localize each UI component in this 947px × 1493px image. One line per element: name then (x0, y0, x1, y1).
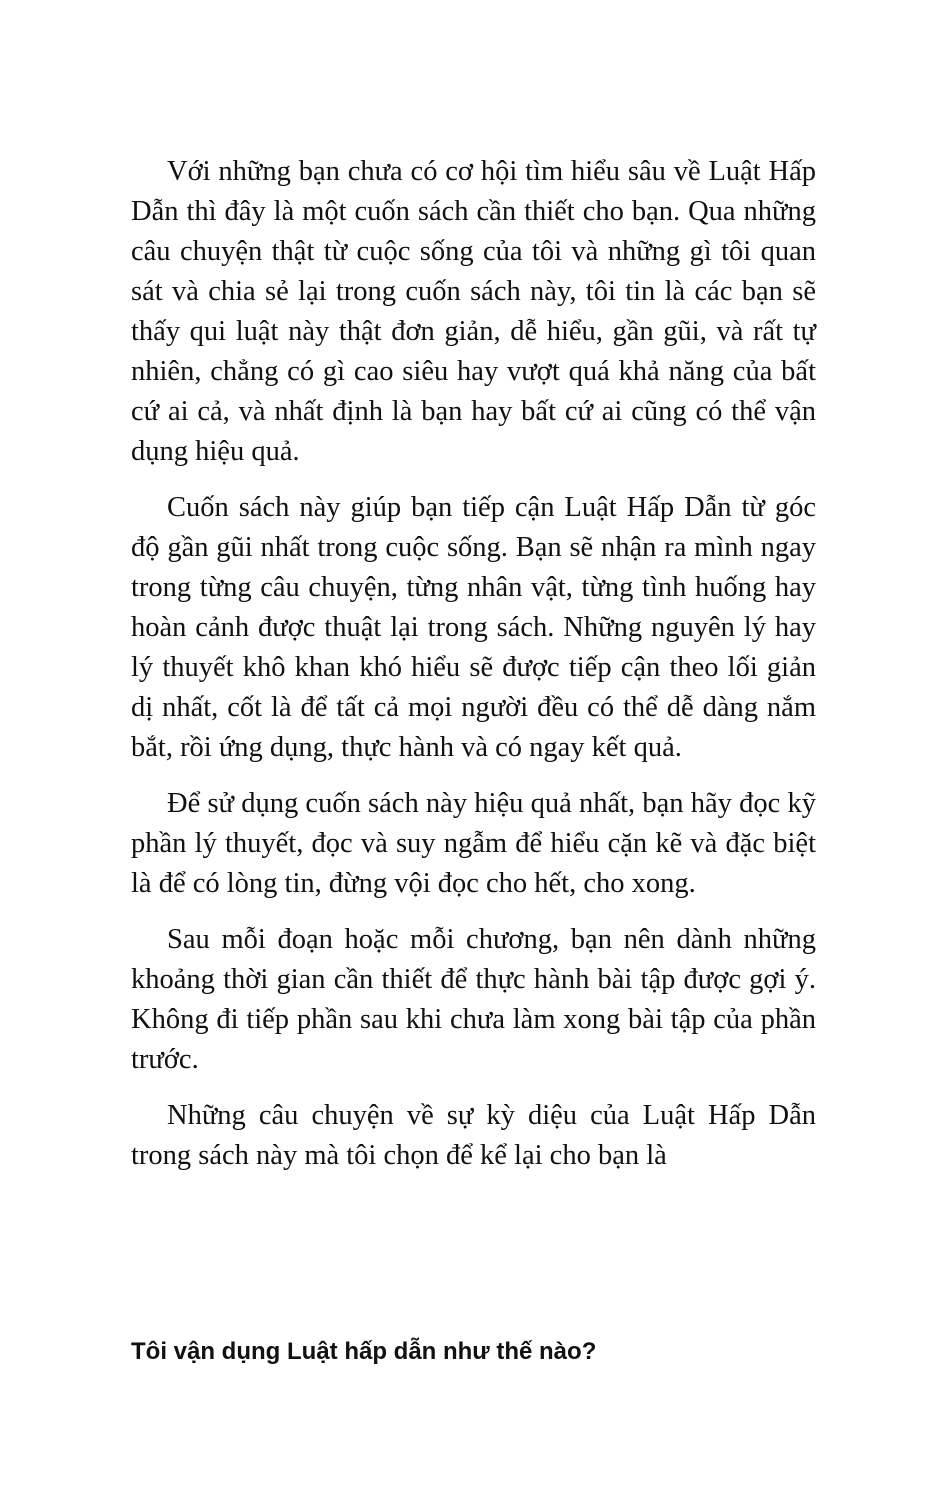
paragraph-5: Những câu chuyện về sự kỳ diệu của Luật Hấp Dẫn trong sách này mà tôi chọn để kể lại cho bạn là (131, 1100, 816, 1171)
body-text (131, 152, 816, 1192)
paragraph-4: Sau mỗi đoạn hoặc mỗi chương, bạn nên dành những khoảng thời gian cần thiết để thực hành bài tập được gợi ý. Không đi tiếp phần sau khi chưa làm xong bài tập của phần trước. (131, 924, 816, 1075)
paragraph-3: Để sử dụng cuốn sách này hiệu quả nhất, bạn hãy đọc kỹ phần lý thuyết, đọc và suy ngẫm để hiểu cặn kẽ và đặc biệt là để có lòng tin, đừng vội đọc cho hết, cho xong. (131, 788, 816, 899)
paragraph-2: Cuốn sách này giúp bạn tiếp cận Luật Hấp Dẫn từ góc độ gần gũi nhất trong cuộc sống. Bạn sẽ nhận ra mình ngay trong từng câu chuyện, từng nhân vật, từng tình huống hay hoàn cảnh được thuật lại trong sách. Những nguyên lý hay lý thuyết khô khan khó hiểu sẽ được tiếp cận theo lối giản dị nhất, cốt là để tất cả mọi người đều có thể dễ dàng nắm bắt, rồi ứng dụng, thực hành và có ngay kết quả. (131, 492, 816, 763)
paragraph-1: Với những bạn chưa có cơ hội tìm hiểu sâu về Luật Hấp Dẫn thì đây là một cuốn sách cần thiết cho bạn. Qua những câu chuyện thật từ cuộc sống của tôi và những gì tôi quan sát và chia sẻ lại trong cuốn sách này, tôi tin là các bạn sẽ thấy qui luật này thật đơn giản, dễ hiểu, gần gũi, và rất tự nhiên, chẳng có gì cao siêu hay vượt quá khả năng của bất cứ ai cả, và nhất định là bạn hay bất cứ ai cũng có thể vận dụng hiệu quả. (131, 156, 816, 467)
running-footer-book-title: Tôi vận dụng Luật hấp dẫn như thế nào? (131, 1338, 597, 1365)
